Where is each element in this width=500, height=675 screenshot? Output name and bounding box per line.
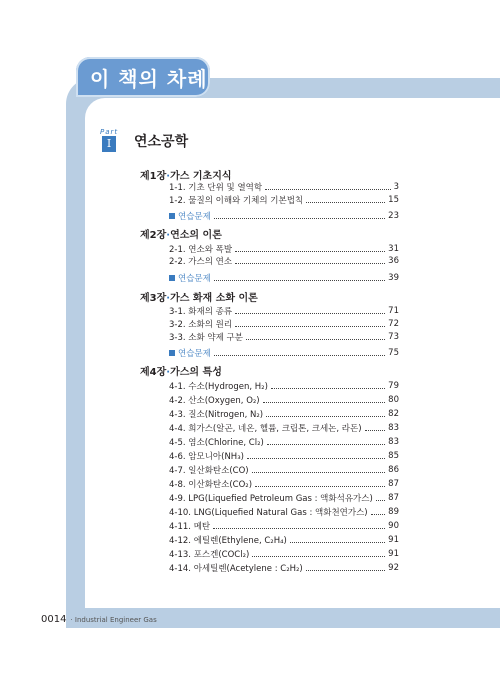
dot-leader (267, 444, 385, 445)
chapter-heading: 제3장·가스 화재 소화 이론 (140, 293, 258, 304)
dot-leader (252, 556, 385, 557)
entry-page: 87 (388, 493, 399, 503)
exercise-title: 연습문제 (178, 349, 211, 359)
chapter-title: 가스의 특성 (170, 367, 222, 378)
chapter-heading: 제4장·가스의 특성 (140, 367, 222, 378)
part-title: 연소공학 (134, 134, 189, 150)
toc-entry[interactable] (169, 408, 399, 420)
dot-leader (247, 458, 385, 459)
part-number: I (102, 136, 116, 152)
entry-page: 39 (388, 273, 399, 283)
chapter-title: 가스 화재 소화 이론 (170, 293, 258, 304)
toc-entry[interactable] (169, 450, 399, 462)
entry-page: 71 (388, 306, 399, 316)
footer-page-number: 0014 (41, 614, 67, 625)
part-badge (100, 128, 128, 152)
entry-page: 87 (388, 479, 399, 489)
chapter-label: 제2장 (140, 230, 167, 241)
entry-page: 90 (388, 521, 399, 531)
entry-page: 31 (388, 244, 399, 254)
exercise-title: 연습문제 (178, 274, 211, 284)
exercise-title: 연습문제 (178, 212, 211, 222)
entry-title: 4-9. LPG(Liquefied Petroleum Gas : 액화석유가스) (169, 494, 373, 504)
entry-page: 75 (388, 348, 399, 358)
dot-leader (263, 402, 386, 403)
toc-entry[interactable] (169, 255, 399, 267)
entry-page: 92 (388, 563, 399, 573)
entry-title: 4-13. 포스겐(COCl₂) (169, 550, 250, 560)
entry-title: 4-11. 메탄 (169, 522, 211, 532)
dot-leader (246, 339, 385, 340)
entry-page: 3 (393, 182, 399, 192)
toc-entry[interactable] (169, 464, 399, 476)
entry-page: 83 (388, 423, 399, 433)
entry-title: 4-6. 암모니아(NH₃) (169, 452, 244, 462)
entry-title: 4-4. 희가스(알곤, 네온, 헬륨, 크립톤, 크세논, 라돈) (169, 424, 362, 434)
entry-title: 4-5. 염소(Chlorine, Cl₂) (169, 438, 264, 448)
entry-title: 4-7. 일산화탄소(CO) (169, 466, 249, 476)
entry-page: 80 (388, 395, 399, 405)
entry-page: 73 (388, 332, 399, 342)
toc-entry[interactable] (169, 520, 399, 532)
toc-entry[interactable] (169, 436, 399, 448)
entry-page: 91 (388, 535, 399, 545)
chapter-label: 제1장 (140, 171, 167, 182)
dot-leader (306, 202, 385, 203)
entry-title: 3-1. 화재의 종류 (169, 307, 233, 317)
dot-leader (255, 486, 385, 487)
dot-leader (266, 416, 385, 417)
dot-leader (306, 570, 385, 571)
toc-entry[interactable] (169, 548, 399, 560)
entry-page: 36 (388, 256, 399, 266)
chapter-heading: 제2장·연소의 이론 (140, 230, 222, 241)
toc-entry[interactable] (169, 380, 399, 392)
dot-leader (365, 430, 386, 431)
entry-title: 3-3. 소화 약제 구분 (169, 333, 243, 343)
entry-page: 79 (388, 381, 399, 391)
dot-leader (214, 280, 385, 281)
entry-page: 82 (388, 409, 399, 419)
square-bullet-icon (169, 213, 175, 219)
entry-title: 4-14. 아세틸렌(Acetylene : C₂H₂) (169, 564, 303, 574)
toc-entry[interactable] (169, 331, 399, 343)
toc-entry[interactable] (169, 194, 399, 206)
entry-title: 4-8. 이산화탄소(CO₂) (169, 480, 253, 490)
entry-title: 2-2. 가스의 연소 (169, 257, 233, 267)
dot-leader (235, 326, 385, 327)
exercise-entry[interactable] (169, 272, 399, 284)
entry-title: 1-2. 물질의 이해와 기체의 기본법칙 (169, 196, 304, 206)
toc-entry[interactable] (169, 181, 399, 193)
dot-leader (235, 251, 385, 252)
dot-leader (252, 472, 386, 473)
page-footer (41, 614, 157, 625)
entry-page: 85 (388, 451, 399, 461)
square-bullet-icon (169, 275, 175, 281)
dot-leader (265, 189, 390, 190)
chapter-label: 제3장 (140, 293, 167, 304)
entry-title: 1-1. 기초 단위 및 열역학 (169, 183, 263, 193)
chapter-title: 연소의 이론 (170, 230, 222, 241)
dot-leader (271, 388, 385, 389)
toc-entry[interactable] (169, 562, 399, 574)
dot-leader (214, 355, 385, 356)
chapter-heading: 제1장·가스 기초지식 (140, 171, 232, 182)
entry-page: 89 (388, 507, 399, 517)
chapter-label: 제4장 (140, 367, 167, 378)
dot-leader (376, 500, 385, 501)
entry-page: 86 (388, 465, 399, 475)
chapter-title: 가스 기초지식 (170, 171, 232, 182)
entry-title: 4-1. 수소(Hydrogen, H₂) (169, 382, 268, 392)
exercise-entry[interactable] (169, 347, 399, 359)
entry-title: 4-10. LNG(Liquefied Natural Gas : 액화천연가스) (169, 508, 368, 518)
entry-title: 2-1. 연소와 폭발 (169, 245, 233, 255)
toc-entry[interactable] (169, 534, 399, 546)
dot-leader (371, 514, 386, 515)
toc-entry[interactable] (169, 492, 399, 504)
entry-title: 4-2. 산소(Oxygen, O₂) (169, 396, 260, 406)
entry-page: 91 (388, 549, 399, 559)
toc-title-tab (76, 57, 210, 97)
dot-leader (235, 313, 385, 314)
toc-entry[interactable] (169, 478, 399, 490)
toc-entry[interactable] (169, 506, 399, 518)
part-label: Part (100, 128, 119, 136)
entry-title: 4-3. 질소(Nitrogen, N₂) (169, 410, 264, 420)
footer-book-title: · Industrial Engineer Gas (70, 616, 157, 624)
entry-page: 23 (388, 211, 399, 221)
entry-page: 15 (388, 195, 399, 205)
square-bullet-icon (169, 350, 175, 356)
toc-entry[interactable] (169, 394, 399, 406)
dot-leader (214, 218, 385, 219)
entry-page: 83 (388, 437, 399, 447)
toc-entry[interactable] (169, 243, 399, 255)
entry-title: 3-2. 소화의 원리 (169, 320, 233, 330)
entry-page: 72 (388, 319, 399, 329)
dot-leader (235, 263, 385, 264)
dot-leader (213, 528, 385, 529)
exercise-entry[interactable] (169, 210, 399, 222)
toc-entry[interactable] (169, 318, 399, 330)
dot-leader (290, 542, 385, 543)
toc-entry[interactable] (169, 422, 399, 434)
toc-entry[interactable] (169, 305, 399, 317)
page-title: 이 책의 차례 (90, 67, 208, 91)
entry-title: 4-12. 에틸렌(Ethylene, C₂H₄) (169, 536, 287, 546)
